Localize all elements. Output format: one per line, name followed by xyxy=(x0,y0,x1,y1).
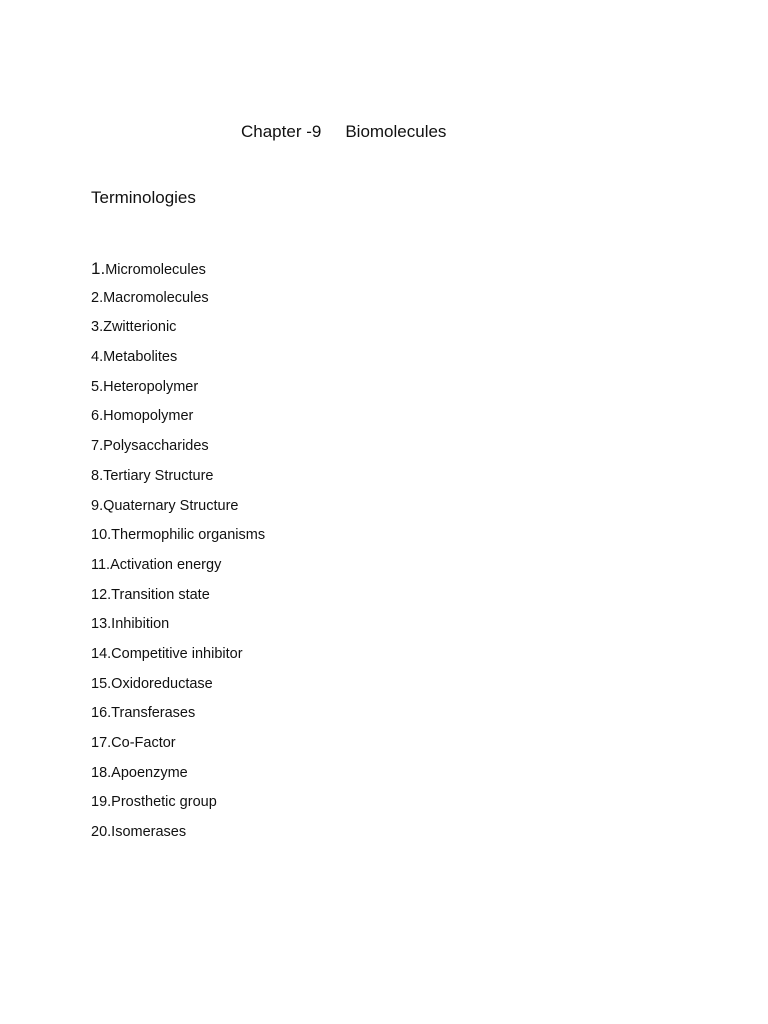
term-number: 16. xyxy=(91,705,112,722)
term-item xyxy=(91,788,265,818)
term-item xyxy=(91,670,265,700)
chapter-title xyxy=(241,122,446,142)
term-item xyxy=(91,462,265,492)
term-text: Transferases xyxy=(111,705,196,722)
term-text: Quaternary Structure xyxy=(103,497,239,514)
term-number: 3. xyxy=(91,319,104,336)
term-number: 14. xyxy=(91,645,112,662)
term-text: Co-Factor xyxy=(111,735,176,751)
term-text: Polysaccharides xyxy=(103,438,209,455)
term-text: Tertiary Structure xyxy=(103,467,214,484)
term-number: 10. xyxy=(91,527,112,544)
term-text: Prosthetic group xyxy=(111,794,217,811)
term-text: Inhibition xyxy=(111,616,170,633)
term-text: Transition state xyxy=(111,586,210,603)
term-text: Heteropolymer xyxy=(103,378,199,395)
term-number: 6. xyxy=(91,408,104,425)
term-item xyxy=(91,284,265,314)
term-number: 13. xyxy=(91,616,112,633)
term-number: 20. xyxy=(91,824,112,841)
term-text: Zwitterionic xyxy=(103,319,177,336)
term-item xyxy=(91,581,265,611)
term-text: Apoenzyme xyxy=(111,764,188,781)
term-item xyxy=(91,432,265,462)
term-number: 8. xyxy=(91,467,104,484)
term-text: Activation energy xyxy=(110,556,222,573)
term-number: 2. xyxy=(91,289,104,306)
term-item xyxy=(91,492,265,522)
term-item xyxy=(91,818,265,848)
term-number: 7. xyxy=(91,438,104,455)
term-text: Micromolecules xyxy=(105,262,206,278)
term-number: 17. xyxy=(91,735,112,751)
term-text: Oxidoreductase xyxy=(111,675,213,692)
term-number: 11. xyxy=(91,556,111,573)
chapter-number: Chapter -9 xyxy=(241,122,322,141)
term-number: 4. xyxy=(91,349,104,366)
chapter-name: Biomolecules xyxy=(345,122,447,141)
term-number: 12. xyxy=(91,586,112,603)
term-text: Metabolites xyxy=(103,349,178,366)
term-number: 18. xyxy=(91,764,112,781)
term-text: Homopolymer xyxy=(103,408,194,425)
term-item xyxy=(91,521,265,551)
term-number: 19. xyxy=(91,794,112,811)
term-item xyxy=(91,551,265,581)
term-item xyxy=(91,610,265,640)
term-number: 5. xyxy=(91,378,104,395)
term-item xyxy=(91,729,265,759)
term-item xyxy=(91,402,265,432)
term-item xyxy=(91,699,265,729)
term-item xyxy=(91,343,265,373)
term-text: Isomerases xyxy=(111,824,187,841)
term-text: Competitive inhibitor xyxy=(111,645,243,662)
term-list xyxy=(91,254,265,848)
term-number: 1. xyxy=(91,259,106,278)
term-item xyxy=(91,640,265,670)
term-text: Macromolecules xyxy=(103,289,209,306)
term-text: Thermophilic organisms xyxy=(111,527,266,544)
term-item xyxy=(91,254,265,284)
term-item xyxy=(91,313,265,343)
term-number: 15. xyxy=(91,675,112,692)
term-item xyxy=(91,759,265,789)
term-item xyxy=(91,373,265,403)
term-number: 9. xyxy=(91,497,104,514)
section-heading: Terminologies xyxy=(91,188,196,207)
